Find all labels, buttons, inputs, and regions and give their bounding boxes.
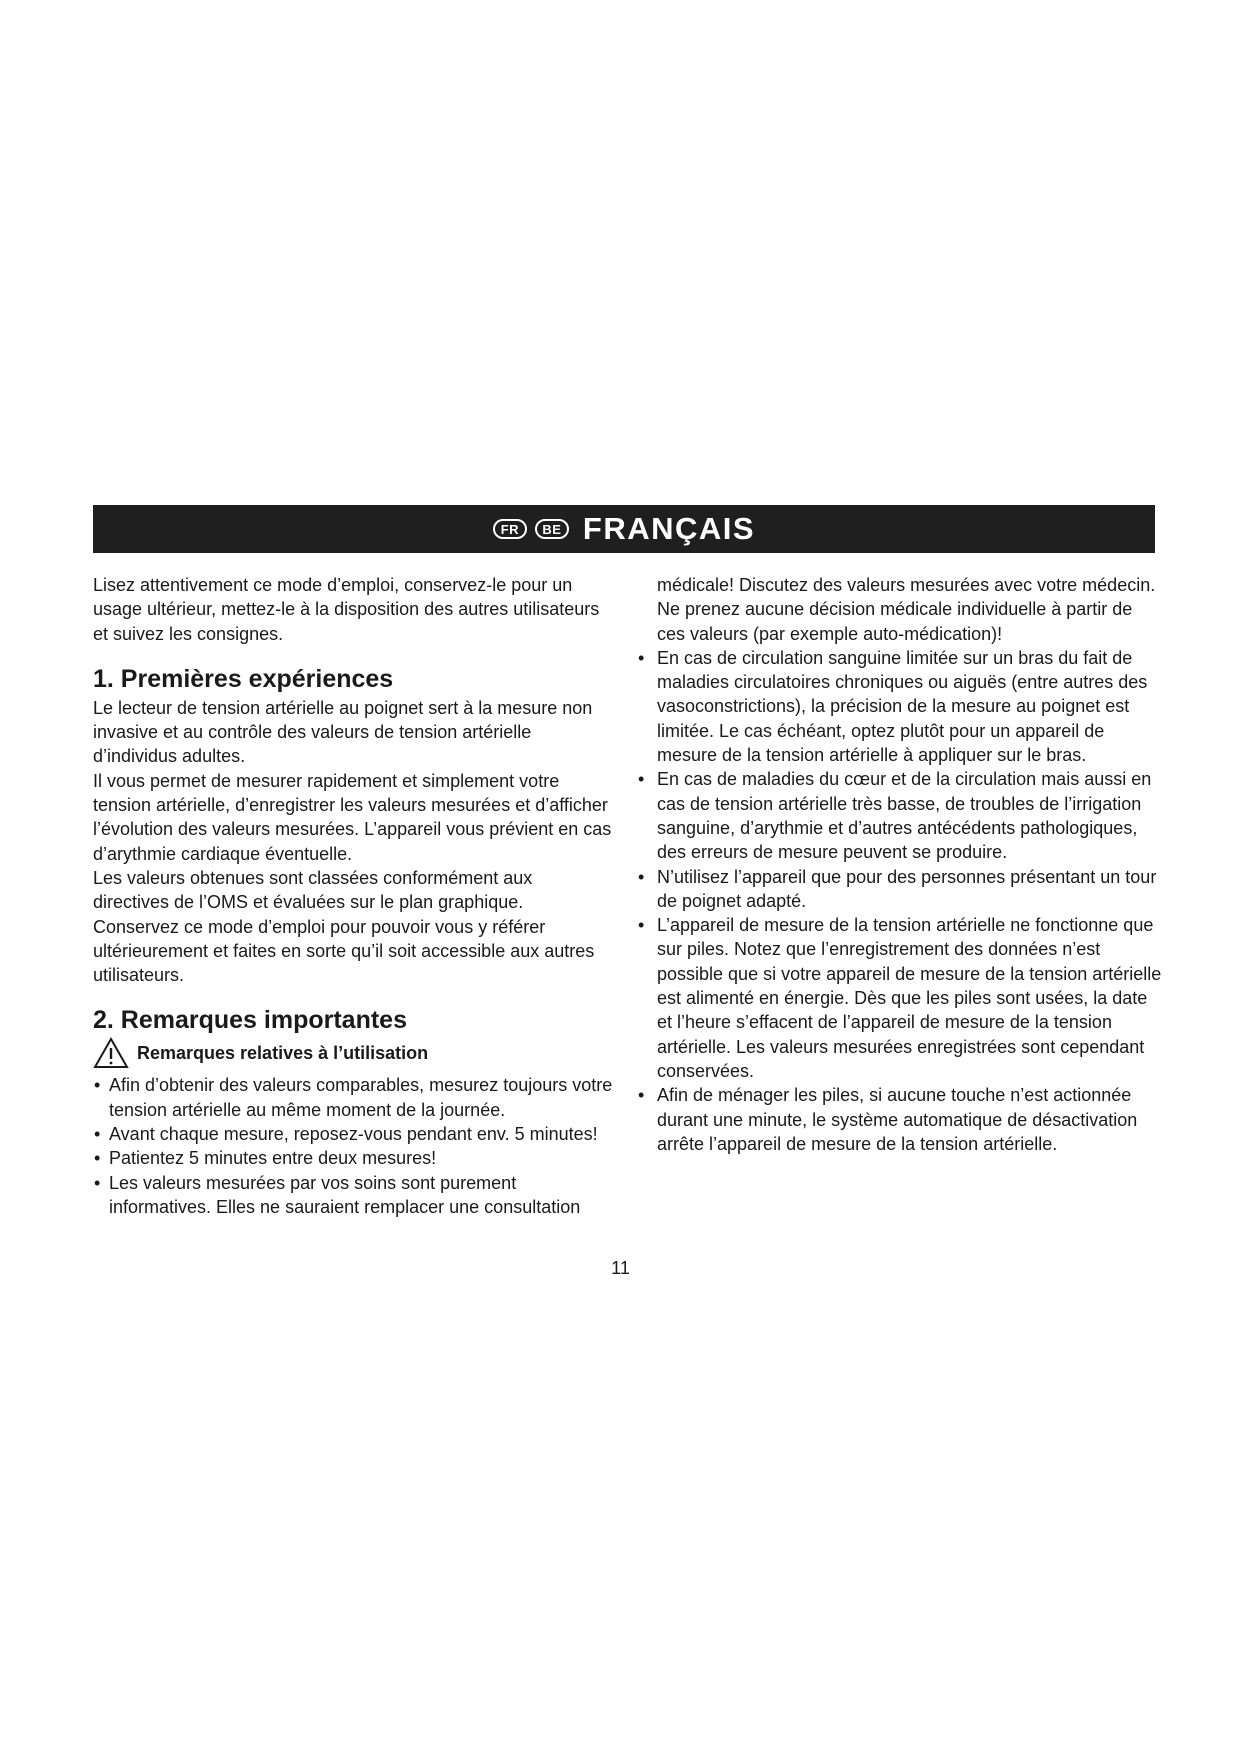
continued-paragraph: médicale! Discutez des valeurs mesurées avec votre médecin. Ne prenez aucune décision médicale individuelle à partir de ces valeurs (par exemple auto-médication)! [657,575,1156,644]
fr-badge: FR [493,519,527,539]
list-item: • Afin de ménager les piles, si aucune touche n’est actionnée durant une minute, le système automatique de désactivation arrête l’appareil de mesure de la tension artérielle. [637,1083,1162,1156]
list-item: • En cas de maladies du cœur et de la circulation mais aussi en cas de tension artérielle très basse, de troubles de l’irrigation sanguine, d’arythmie et d’autres antécédents pathologiques, des erreurs de mesure peuvent se produire. [637,767,1162,864]
list-item: • Patientez 5 minutes entre deux mesures! [93,1146,613,1170]
usage-remarks-label: Remarques relatives à l’utilisation [137,1043,429,1064]
remarks-list-continued [637,646,1162,1156]
page-number: 11 [611,1258,630,1278]
section-1-heading: 1. Premières expériences [93,664,394,693]
list-item: • L’appareil de mesure de la tension artérielle ne fonctionne que sur piles. Notez que l’enregistrement des données n’est possible que si votre appareil de mesure de la tension artérielle est alimenté en énergie. Dès que les piles sont usées, la date et l’heure s’effacent de l’appareil de mesure de la tension artérielle. Les valeurs mesurées enregistrées sont cependant conservées. [637,913,1162,1083]
warning-triangle-icon [93,1037,129,1069]
language-banner [93,505,1155,553]
section-1-paragraph: Conservez ce mode d’emploi pour pouvoir vous y référer ultérieurement et faites en sorte qu’il soit accessible aux autres utilisateurs. [93,916,595,986]
intro-paragraph: Lisez attentivement ce mode d’emploi, conservez-le pour un usage ultérieur, mettez-le à la disposition des autres utilisateurs et suivez les consignes. [93,575,600,644]
right-column [637,573,1162,1156]
usage-remarks-subheading [93,1037,613,1065]
list-item: • Les valeurs mesurées par vos soins sont purement informatives. Elles ne sauraient remplacer une consultation [93,1171,613,1220]
section-2-heading: 2. Remarques importantes [93,1006,407,1035]
section-1-paragraph: Le lecteur de tension artérielle au poignet sert à la mesure non invasive et au contrôle des valeurs de tension artérielle d’individus adultes. [93,697,593,767]
left-column [93,573,613,1219]
list-item: • En cas de circulation sanguine limitée sur un bras du fait de maladies circulatoires chroniques ou aiguës (entre autres des vasoconstrictions), la précision de la mesure au poignet est limitée. Le cas échéant, optez plutôt pour un appareil de mesure de la tension artérielle à appliquer sur le bras. [637,646,1162,767]
banner-title: FRANÇAIS [582,511,756,546]
section-1-paragraph: Les valeurs obtenues sont classées conformément aux directives de l’OMS et évaluées sur le plan graphique. [93,867,533,913]
list-item: • Avant chaque mesure, reposez-vous pendant env. 5 minutes! [93,1122,613,1146]
section-1-paragraph: Il vous permet de mesurer rapidement et simplement votre tension artérielle, d’enregistrer les valeurs mesurées et d’afficher l’évolution des valeurs mesurées. L’appareil vous prévient en cas d’arythmie cardiaque éventuelle. [93,770,612,864]
usage-remarks-list [93,1073,613,1219]
list-item: • Afin d’obtenir des valeurs comparables, mesurez toujours votre tension artérielle au même moment de la journée. [93,1073,613,1122]
be-badge: BE [535,519,569,539]
list-item: • N’utilisez l’appareil que pour des personnes présentant un tour de poignet adapté. [637,865,1162,914]
